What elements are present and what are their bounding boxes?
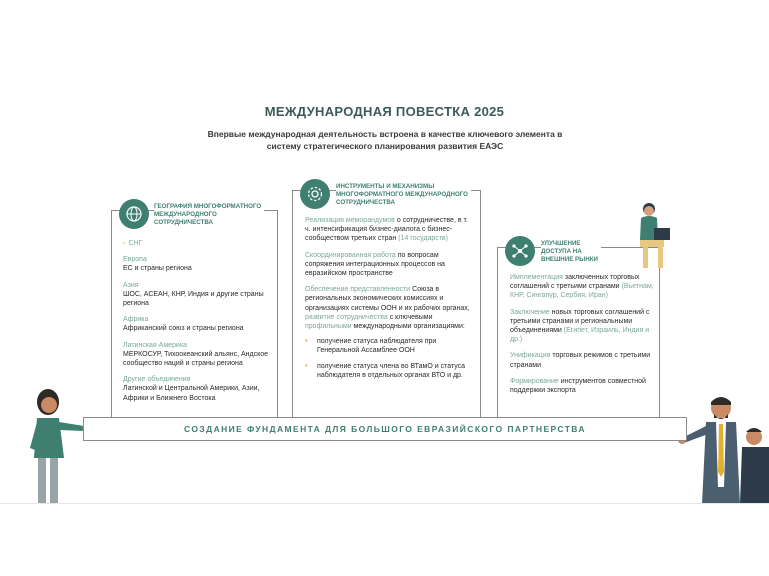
- list-item: Азия ШОС, АСЕАН, КНР, Индия и другие страны региона: [123, 281, 264, 308]
- list-item: Имплементация заключенных торговых соглашений с третьими странами (Вьетнам, КНР, Сингапур, Сербия, Иран): [510, 274, 654, 300]
- list-item: Скоординированная работа по вопросам сопряжения интеграционных процессов на евразийском пространстве: [305, 251, 445, 278]
- foundation-banner: СОЗДАНИЕ ФУНДАМЕНТА ДЛЯ БОЛЬШОГО ЕВРАЗИЙСКОГО ПАРТНЕРСТВА: [83, 417, 687, 441]
- list-item: Заключение новых торговых соглашений с третьими странами и региональными объединениями (Египет, Израиль, Индия и др.): [510, 308, 650, 344]
- floor-line: [0, 503, 769, 504]
- globe-icon: [119, 199, 149, 229]
- column-markets-list: [510, 273, 655, 402]
- list-item: Европа ЕС и страны региона: [123, 256, 192, 273]
- list-item: Унификация торговых режимов с третьими странами: [510, 352, 651, 369]
- men-illustration: [676, 392, 769, 504]
- sitting-person-illustration: [628, 200, 678, 270]
- column-instruments-heading: ИНСТРУМЕНТЫ И МЕХАНИЗМЫ МНОГОФОРМАТНОГО МЕЖДУНАРОДНОГО СОТРУДНИЧЕСТВА: [336, 183, 471, 207]
- list-item: Латинская Америка МЕРКОСУР, Тихоокеанский альянс, Андское сообщество наций и страны региона: [123, 341, 269, 368]
- list-item: Африка Африканский союз и страны региона: [123, 316, 244, 333]
- network-icon: [505, 236, 535, 266]
- woman-illustration: [22, 388, 92, 503]
- sub-item: • получение статуса члена во ВТамО и статуса наблюдателя в отдельных органах ВТО и др.: [305, 362, 466, 379]
- column-geography-list: [123, 239, 273, 410]
- list-item: Другие объединения Латинской и Центральной Америки, Азии, Африки и Ближнего Востока: [123, 376, 260, 402]
- column-instruments-list: [305, 216, 473, 387]
- sub-item: • получение статуса наблюдателя при Генеральной Ассамблее ООН: [305, 338, 437, 355]
- list-item: Обеспечение представленности Союза в региональных экономических комиссиях и организациях системы ООН и их рабочих органах, развитие сотрудничества с ключевыми профильными международными организациями: • получение статуса наблюдателя при Генеральной Ассамблее ООН • получение статуса члена во ВТамО и статуса наблюдателя в отдельных органах ВТО и др.: [305, 285, 473, 380]
- list-item: Реализация меморандумов о сотрудничестве, в т. ч. интенсификация бизнес-диалога с бизнес-сообществом третьих стран (14 государств): [305, 217, 468, 243]
- column-geography-heading: ГЕОГРАФИЯ МНОГОФОРМАТНОГО МЕЖДУНАРОДНОГО СОТРУДНИЧЕСТВА: [154, 203, 264, 227]
- list-item: Формирование инструментов совместной поддержки экспорта: [510, 377, 646, 395]
- list-item: - СНГ: [123, 240, 143, 247]
- page-subtitle: Впервые международная деятельность встроена в качестве ключевого элемента в систему стратегического планирования развития ЕАЭС: [207, 129, 563, 151]
- column-markets-heading: УЛУЧШЕНИЕ ДОСТУПА НА ВНЕШНИЕ РЫНКИ: [541, 240, 601, 264]
- page-title: МЕЖДУНАРОДНАЯ ПОВЕСТКА 2025: [264, 104, 505, 119]
- gear-icon: [300, 179, 330, 209]
